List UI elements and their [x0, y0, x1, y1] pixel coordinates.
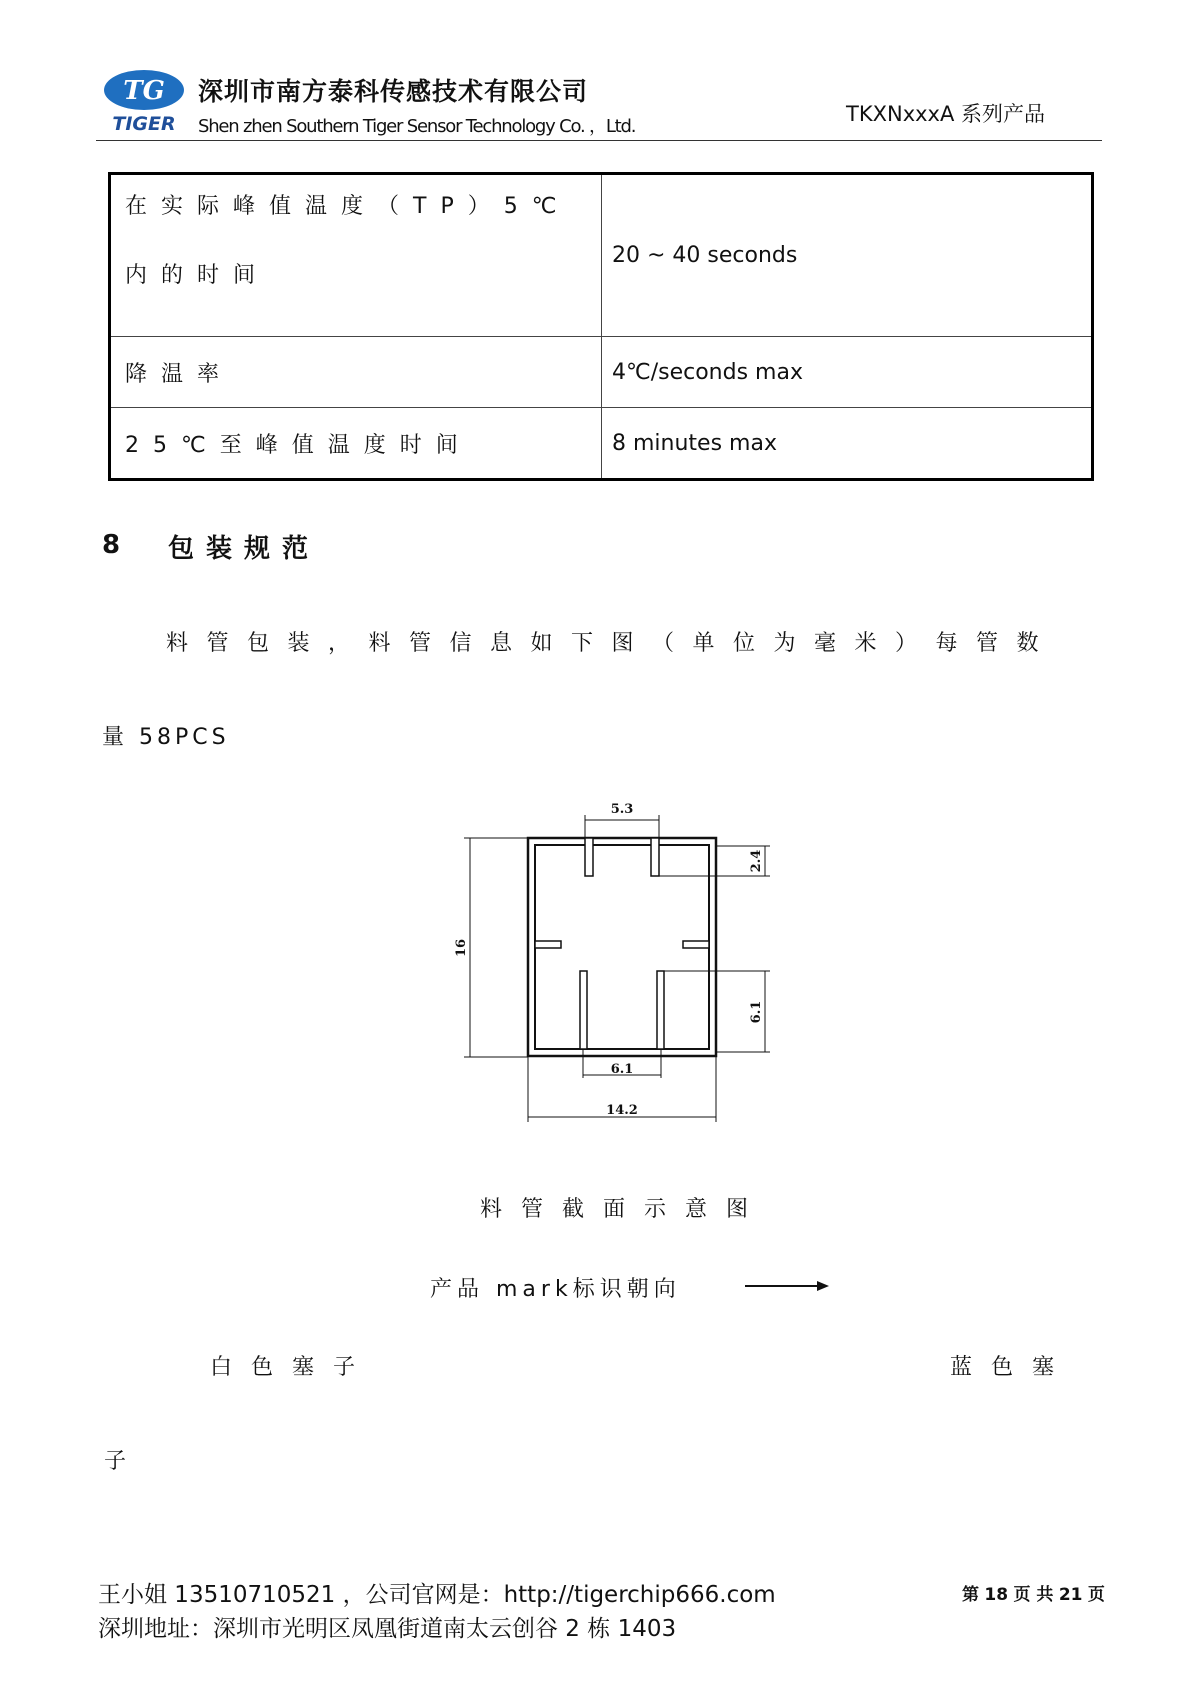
dim-right-lower: 6.1: [749, 1000, 764, 1024]
header-divider: [96, 140, 1102, 141]
arrow-right-icon: [745, 1276, 831, 1296]
page-total: 21: [1058, 1585, 1083, 1605]
logo-word-text: TIGER: [112, 113, 176, 135]
white-stopper-label: 白色塞子: [210, 1355, 375, 1380]
company-logo: [100, 66, 188, 136]
dim-height: 16: [454, 938, 469, 958]
table-cell-value: [602, 337, 1093, 408]
footer-contact: 王小姐 13510710521 ，公司官网是：http://tigerchip666.com: [98, 1582, 776, 1608]
table-cell-label: [110, 408, 602, 480]
row-label: 降温率: [125, 361, 234, 387]
tube-outline: [528, 838, 716, 1056]
row-label: 25℃至峰值温度时间: [125, 432, 472, 458]
table-cell-value: [602, 174, 1093, 337]
page-number: [962, 1580, 1105, 1605]
section-title: 包装规范: [168, 534, 321, 564]
dim-top-right: 2.4: [749, 849, 764, 873]
packaging-paragraph-continued: 量 58PCS: [102, 725, 230, 750]
table-cell-label: [110, 337, 602, 408]
packaging-paragraph: 料管包装，料管信息如下图（单位为毫米）每管数: [166, 631, 1058, 656]
page-current: 18: [984, 1585, 1009, 1605]
dim-total-width: 14.2: [606, 1103, 638, 1118]
row-value: 4℃/seconds max: [612, 359, 803, 385]
logo-mark-text: TG: [123, 76, 165, 106]
table-row: [110, 174, 1093, 337]
footer-address: 深圳地址：深圳市光明区凤凰街道南太云创谷 2 栋 1403: [98, 1616, 677, 1642]
table-row: [110, 337, 1093, 408]
row-value: 8 minutes max: [612, 430, 777, 456]
dim-bottom-slot: 6.1: [610, 1062, 634, 1077]
reflow-spec-table: [108, 172, 1094, 481]
table-row: [110, 408, 1093, 480]
row-label: 在实际峰值温度（TP）5℃: [125, 194, 571, 219]
mark-orientation-label: 产品 mark标识朝向: [430, 1277, 681, 1302]
company-name-en: Shen zhen Southern Tiger Sensor Technology Co. ，Ltd.: [198, 116, 636, 137]
page-mid: 页 共: [1013, 1585, 1054, 1605]
dim-top-width: 5.3: [610, 802, 634, 817]
table-cell-label: [110, 174, 602, 337]
diagram-caption: 料管截面示意图: [480, 1197, 768, 1222]
company-name-cn: 深圳市南方泰科传感技术有限公司: [198, 77, 589, 106]
product-series: TKXNxxxA 系列产品: [846, 102, 1046, 126]
blue-stopper-label-continued: 子: [104, 1449, 127, 1474]
row-value: 20 ~ 40 seconds: [612, 243, 798, 268]
section-number: 8: [102, 530, 121, 560]
page-suffix: 页: [1087, 1585, 1105, 1605]
row-label-continued: 内的时间: [125, 263, 270, 288]
table-cell-value: [602, 408, 1093, 480]
blue-stopper-label: 蓝色塞: [950, 1355, 1074, 1380]
page-prefix: 第: [962, 1585, 979, 1605]
tube-cross-section-diagram: [450, 795, 800, 1145]
